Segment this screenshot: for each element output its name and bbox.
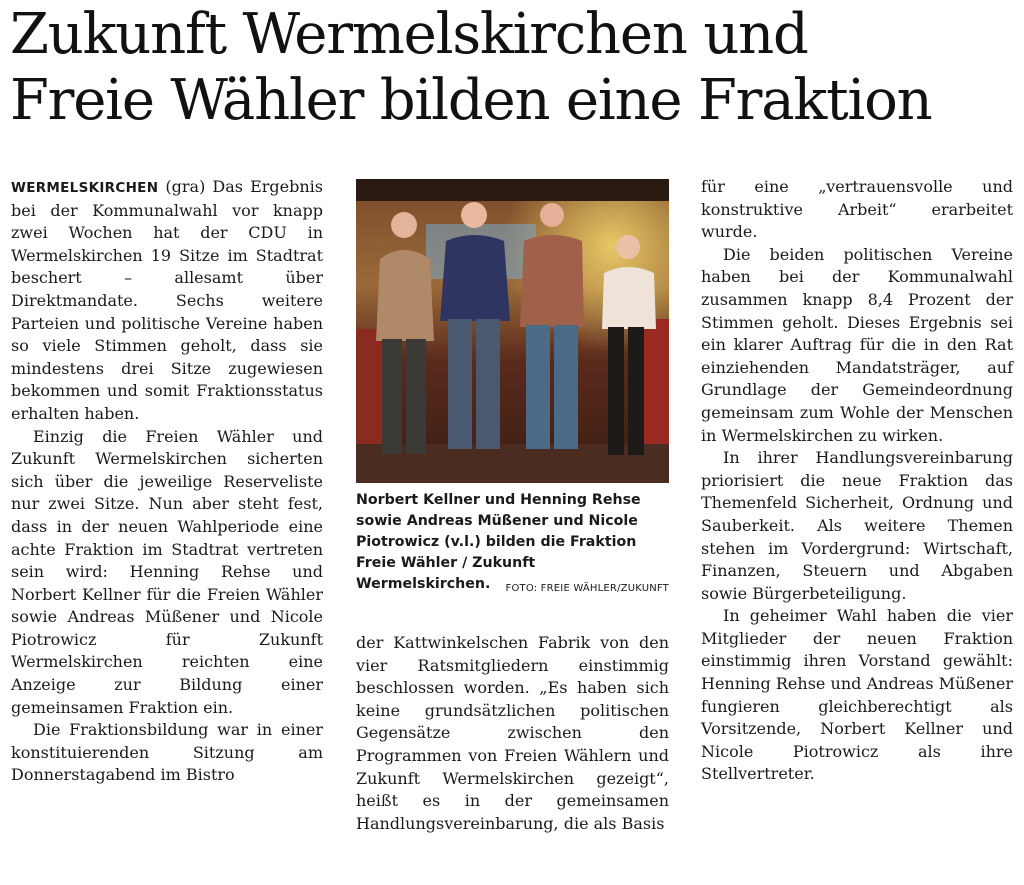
paragraph: In geheimer Wahl haben die vier Mitglieder der neuen Fraktion einstimmig ihren Vorstand gewählt: Henning Rehse und Andreas Müßener fungieren gleichberechtigt als Vorsitzende, Norbert Kellner und Nicole Piotrowicz als ihre Stellvertreter. [701,606,1013,784]
photo-credit: FOTO: FREIE WÄHLER/ZUKUNFT [505,583,669,594]
headline-line-2: Freie Wähler bilden eine Fraktion [10,68,932,133]
caption-text: Norbert Kellner und Henning Rehse sowie Andreas Müßener und Nicole Piotrowicz (v.l.) bilden die Fraktion Freie Wähler / Zukunft Wermelskirchen. [356,492,641,592]
article-column-2 [356,632,669,835]
dateline: WERMELSKIRCHEN [11,180,159,196]
paragraph [11,176,323,426]
paragraph: Die Fraktionsbildung war in einer konstituierenden Sitzung am Donnerstagabend im Bistro [11,720,323,785]
paragraph: Einzig die Freien Wähler und Zukunft Wermelskirchen sicherten sich über die jeweilige Reserveliste nur zwei Sitze. Nun aber steht fest, dass in der neuen Wahlperiode eine achte Fraktion im Stadtrat vertreten sein wird: Henning Rehse und Norbert Kellner für die Freien Wähler sowie Andreas Müßener und Nicole Piotrowicz für Zukunft Wermelskirchen reichten eine Anzeige zur Bildung einer gemeinsamen Fraktion ein. [11,426,323,717]
paragraph: Die beiden politischen Vereine haben bei der Kommunalwahl zusammen knapp 8,4 Prozent der Stimmen geholt. Dieses Ergebnis sei ein klarer Auftrag für die in den Rat einziehenden Mandatsträger, auf Grundlage der Gemeindeordnung gemeinsam zum Wohle der Menschen in Wermelskirchen zu wirken. [701,244,1013,445]
paragraph: In ihrer Handlungsvereinbarung priorisiert die neue Fraktion das Themenfeld Sicherheit, Ordnung und Sauberkeit. Als weitere Themen stehen im Vordergrund: Wirtschaft, Finanzen, Steuern und Abgaben sowie Bürgerbeteiligung. [701,448,1013,603]
article-column-3 [701,176,1013,786]
paragraph-text: (gra) Das Ergebnis bei der Kommunalwahl vor knapp zwei Wochen hat der CDU in Wermelskirchen 19 Sitze im Stadtrat beschert – allesamt über Direktmandate. Sechs weitere Parteien und politische Vereine haben so viele Stimmen geholt, dass sie mindestens drei Sitze zugewiesen bekommen und somit Fraktionsstatus erhalten haben. [11,177,323,423]
group-photo [356,179,669,483]
article-photo [356,179,669,483]
article-column-1 [11,176,323,787]
paragraph: der Kattwinkelschen Fabrik von den vier Ratsmitgliedern einstimmig beschlossen worden. „Es haben sich keine grundsätzlichen politischen Gegensätze zwischen den Programmen von Freien Wählern und Zukunft Wermelskirchen gezeigt“, heißt es in der gemeinsamen Handlungsvereinbarung, die als Basis [356,633,669,833]
paragraph: für eine „vertrauensvolle und konstruktive Arbeit“ erarbeitet wurde. [701,177,1013,242]
headline-line-1: Zukunft Wermelskirchen und [10,2,808,67]
headline [10,2,1020,134]
photo-caption [356,490,669,599]
